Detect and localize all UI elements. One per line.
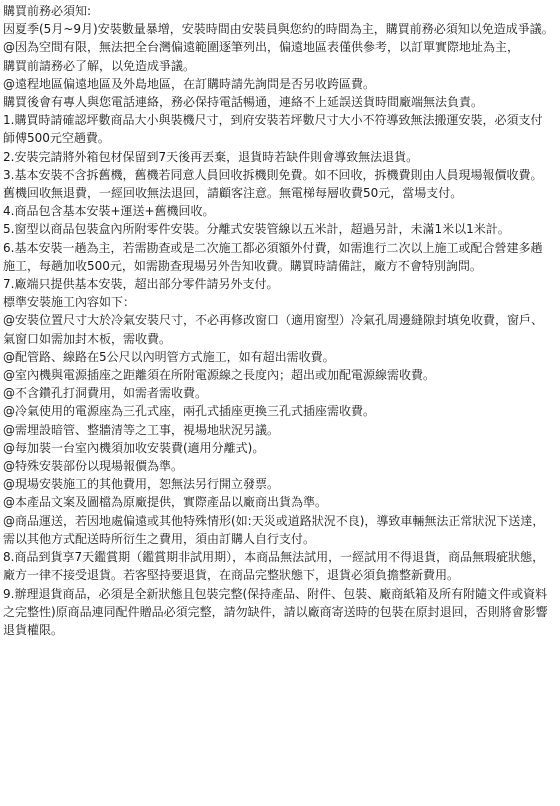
notice-item-2: 2.安裝完請將外箱包材保留到7天後再丟棄，退貨時若缺件則會導致無法退貨。 (3, 149, 419, 164)
install-detail: @配管路、線路在5公尺以內明管方式施工，如有超出需收費。 (3, 349, 335, 364)
notice-paragraph: 購買前請務必了解，以免造成爭議。 (3, 58, 196, 73)
install-detail: @不含鑽孔打洞費用，如需者需收費。 (3, 386, 208, 401)
notice-paragraph: @因為空間有限，無法把全台灣偏遠範圍逐筆列出，偏遠地區表僅供參考，以訂單實際地址為主， (3, 40, 520, 55)
notice-paragraph: @遠程地區偏遠地區及外島地區，在訂購時請先詢問是否另收跨區費。 (3, 76, 376, 91)
notice-paragraph: 購買後會有專人與您電話連絡，務必保持電話暢通，連絡不上延誤送貨時間廠端無法負責。 (3, 95, 484, 110)
install-detail: @冷氣使用的電源座為三孔式座，兩孔式插座更換三孔式插座需收費。 (3, 404, 376, 419)
notice-item-3: 3.基本安裝不含拆舊機，舊機若同意人員回收拆機則免費。如不回收，拆機費則由人員現場報價收費。舊機回收無退費，一經回收無法退回，請顧客注意。無電梯每層收費50元，當場支付。 (3, 167, 543, 201)
install-detail: @安裝位置尺寸大於冷氣安裝尺寸，不必再修改窗口（適用窗型）冷氣孔周邊縫隙封填免收費，窗戶、氣窗口如需加封木板，需收費。 (3, 313, 544, 346)
install-detail: @現場安裝施工的其他費用，恕無法另行開立發票。 (3, 477, 280, 492)
notice-item-4: 4.商品包含基本安裝+運送+舊機回收。 (3, 204, 215, 219)
install-detail: @每加裝一台室內機須加收安裝費(適用分離式)。 (3, 440, 265, 455)
notice-item-5: 5.窗型以商品包裝盒內所附零件安裝。分離式安裝管線以五米計，超過另計，未滿1米以1米計。 (3, 222, 510, 237)
install-detail: @本產品文案及圖檔為原廠提供，實際產品以廠商出貨為準。 (3, 495, 328, 510)
notice-item-7: 7.廠端只提供基本安裝，超出部分零件請另外支付。 (3, 277, 279, 292)
notice-paragraph: 因夏季(5月~9月)安裝數量暴增，安裝時間由安裝員與您約的時間為主，購買前務必須知以免造成爭議。 (3, 22, 554, 37)
install-detail: @需埋設暗管、整牆清等之工事，視場地狀況另議。 (3, 422, 280, 437)
install-detail: @特殊安裝部份以現場報價為準。 (3, 459, 184, 474)
install-detail: @室內機與電源插座之距離須在所附電源線之長度內；超出或加配電源線需收費。 (3, 368, 436, 383)
notice-item-8: 8.商品到貨享7天鑑賞期（鑑賞期非試用期），本商品無法試用，一經試用不得退貨，商品無瑕疵狀態，廠方一律不接受退貨。若客堅持要退貨，在商品完整狀態下，退貨必須負擔整新費用。 (3, 550, 545, 583)
notice-item-6: 6.基本安裝一趟為主，若需勘查或是二次施工都必須額外付費，如需進行二次以上施工或配合營建多趟施工，每趟加收500元，如需勘查現場另外告知收費。購買時請備註，廠方不會特別詢問。 (3, 240, 543, 273)
standard-install-heading: 標準安裝施工內容如下： (3, 295, 136, 310)
notice-item-9: 9.辦理退貨商品，必須是全新狀態且包裝完整(保持產品、附件、包裝、廠商紙箱及所有附隨文件或資料之完整性)原商品連同配件贈品必須完整，請勿缺件，請以廠商寄送時的包裝在原封退回，否則將會影響退貨權限。 (3, 586, 548, 637)
notice-item-1: 1.購買時請確認坪數商品大小與裝機尺寸，到府安裝若坪數尺寸大小不符導致無法搬運安裝，必須支付師傅500元空趟費。 (3, 113, 543, 146)
notice-heading: 購買前務必須知: (3, 4, 92, 18)
install-detail: @商品運送，若因地處偏遠或其他特殊情形(如:天災或道路狀況不良)，導致車輛無法正常狀況下送達，需以其他方式配送時所衍生之費用，須由訂購人自行支付。 (3, 513, 545, 546)
